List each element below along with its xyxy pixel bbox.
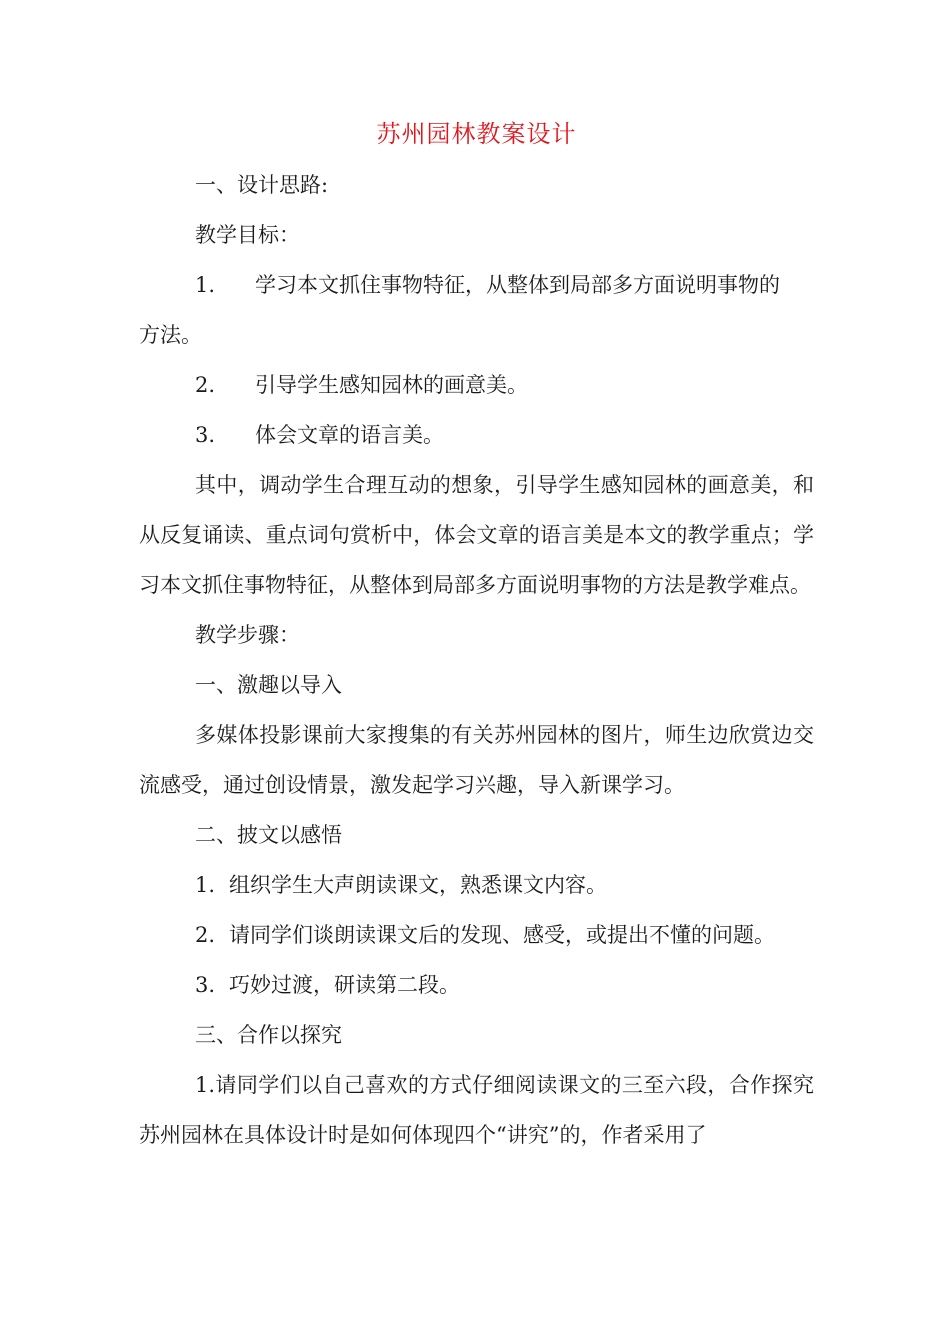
- objective-item-1-continuation: 方法。: [139, 323, 202, 347]
- objective-item-3: [139, 410, 814, 460]
- step-number: 1.: [195, 873, 216, 897]
- step-number: 3.: [195, 973, 216, 997]
- step2-item-3: [139, 960, 814, 1010]
- section-heading-design: 一、设计思路:: [195, 173, 329, 197]
- objective-text: 体会文章的语言美。: [255, 423, 444, 447]
- step-text: 请同学们谈朗读课文后的发现、感受，或提出不懂的问题。: [229, 923, 775, 947]
- objective-number: 1.: [195, 273, 216, 297]
- objective-number: 3.: [195, 423, 216, 447]
- focus-paragraph: 其中，调动学生合理互动的想象，引导学生感知园林的画意美，和从反复诵读、重点词句赏析中，体会文章的语言美是本文的教学重点；学习本文抓住事物特征，从整体到局部多方面说明事物的方法是教学难点。: [139, 473, 814, 597]
- step-number: 2.: [195, 923, 216, 947]
- objectives-heading: 教学目标：: [195, 223, 300, 247]
- step2-item-1: [139, 860, 814, 910]
- step3-paragraph: 1.请同学们以自己喜欢的方式仔细阅读课文的三至六段，合作探究苏州园林在具体设计时是如何体现四个“讲究”的，作者采用了: [139, 1073, 814, 1147]
- step-text: 组织学生大声朗读课文，熟悉课文内容。: [229, 873, 607, 897]
- step2-item-2: [139, 910, 814, 960]
- objective-text: 学习本文抓住事物特征，从整体到局部多方面说明事物的: [255, 273, 780, 297]
- objective-number: 2.: [195, 373, 216, 397]
- step1-heading: 一、激趣以导入: [195, 673, 342, 697]
- document-title: 苏州园林教案设计: [376, 120, 577, 148]
- step-text: 巧妙过渡，研读第二段。: [229, 973, 460, 997]
- step2-heading: 二、披文以感悟: [195, 823, 342, 847]
- step3-heading: 三、合作以探究: [195, 1023, 342, 1047]
- objective-text: 引导学生感知园林的画意美。: [255, 373, 528, 397]
- document-page: [139, 112, 814, 1160]
- steps-heading: 教学步骤：: [195, 623, 300, 647]
- objective-item-1: [139, 260, 814, 310]
- step1-paragraph: 多媒体投影课前大家搜集的有关苏州园林的图片，师生边欣赏边交流感受，通过创设情景，激发起学习兴趣，导入新课学习。: [139, 723, 814, 797]
- objective-item-2: [139, 360, 814, 410]
